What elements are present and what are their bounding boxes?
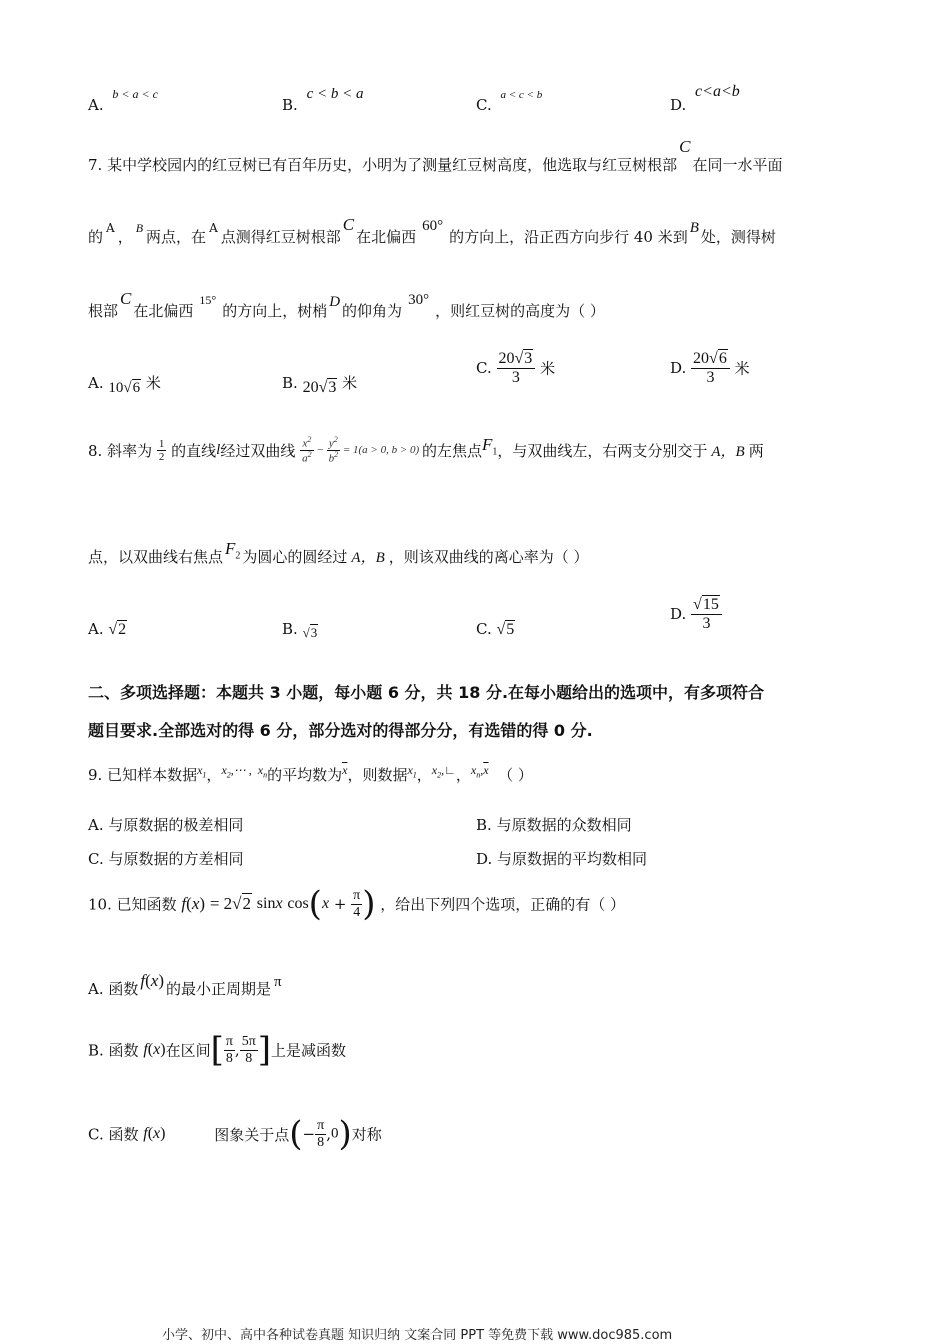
section2-heading-line2: 题目要求.全部选对的得 6 分，部分选对的得部分分，有选错的得 0 分. xyxy=(88,721,593,740)
q8-option-c: C. √5 xyxy=(476,620,515,638)
q6-option-d: D. c<a<b xyxy=(670,83,740,114)
q9-option-b: B. 与原数据的众数相同 xyxy=(476,816,632,834)
q7-line1: 7. 某中学校园内的红豆树已有百年历史，小明为了测量红豆树高度，他选取与红豆树根部C在同一水平面 xyxy=(88,137,783,174)
q7-option-d: D. $\frac{20√6}{3}$ 米 xyxy=(670,350,750,386)
q7-option-a: A. 10√6 米 xyxy=(88,374,161,396)
q7-option-c: C. $\frac{20√3}{3}$ 米 xyxy=(476,350,556,386)
q7-option-b: B. 20√3 米 xyxy=(282,374,358,396)
q7-line2: 的 $^A$ ， $^B$ 两点，在 $^A$ 点测得红豆树根部C在北偏西60°的方向上，沿正西方向步行 40 米到 B 处，测得树 xyxy=(88,215,776,246)
q10-stem: 10. 已知函数 f(x) = 2√2 sinx cos(x + $\frac{\pi}{4}$ ) ，给出下列四个选项，正确的有（ ） xyxy=(88,884,626,924)
q10-option-a: A. 函数 f(x) 的最小正周期是 π xyxy=(88,971,282,998)
q9-option-a: A. 与原数据的极差相同 xyxy=(88,816,244,834)
q8-line1: 8. 斜率为 $\frac{1}{2}$ 的直线l经过双曲线 $\frac{x^2}{a^2}$ − $\frac{y^2}{b^2}$ = 1(a > 0, b > 0) 的左焦点$F_1$，与双曲线左，右两支分别交于 A，B 两 xyxy=(88,435,764,465)
q10-option-c: C. 函数 f(x) 图象关于点(− $\frac{\pi}{8}$ ,0)对称 xyxy=(88,1114,382,1154)
q8-line2: 点，以双曲线右焦点 $F_2$ 为圆心的圆经过 A，B ，则该双曲线的离心率为（ ） xyxy=(88,539,589,566)
q8-option-a: A. √2 xyxy=(88,620,127,638)
q8-option-d: D. $\frac{√15}{3}$ xyxy=(670,596,722,632)
q8-option-b: B. √3 xyxy=(282,620,318,640)
q9-option-c: C. 与原数据的方差相同 xyxy=(88,850,244,868)
page-footer: 小学、初中、高中各种试卷真题 知识归纳 文案合同 PPT 等免费下载 www.doc985.com xyxy=(162,1328,673,1343)
q10-option-b: B. 函数 f(x)在区间[ $\frac{\pi}{8}$ , $\frac{5\pi}{8}$ ]上是减函数 xyxy=(88,1030,347,1070)
q9-option-d: D. 与原数据的平均数相同 xyxy=(476,850,648,868)
q7-line3: 根部C在北偏西$^{15^\circ}$的方向上，树梢 D 的仰角为30°，则红豆树的高度为（ ） xyxy=(88,289,605,320)
q6-option-c: C. $^{a < c < b}$ xyxy=(476,89,543,114)
section2-heading-line1: 二、多项选择题：本题共 3 小题，每小题 6 分，共 18 分.在每小题给出的选项中，有多项符合 xyxy=(88,683,765,702)
q9-stem: 9. 已知样本数据$^{x_1}$，$^{x_2,\cdots , x_n}$的平均数为$^{\overline{x}}$，则数据$^{x_1}$，$^{x_2,∟}$，$^{x_n,\overline{x}}$ （ ） xyxy=(88,763,533,784)
q6-option-b: B. c < b < a xyxy=(282,86,364,114)
q6-option-a: A. $^{b < a < c}$ xyxy=(88,87,158,114)
